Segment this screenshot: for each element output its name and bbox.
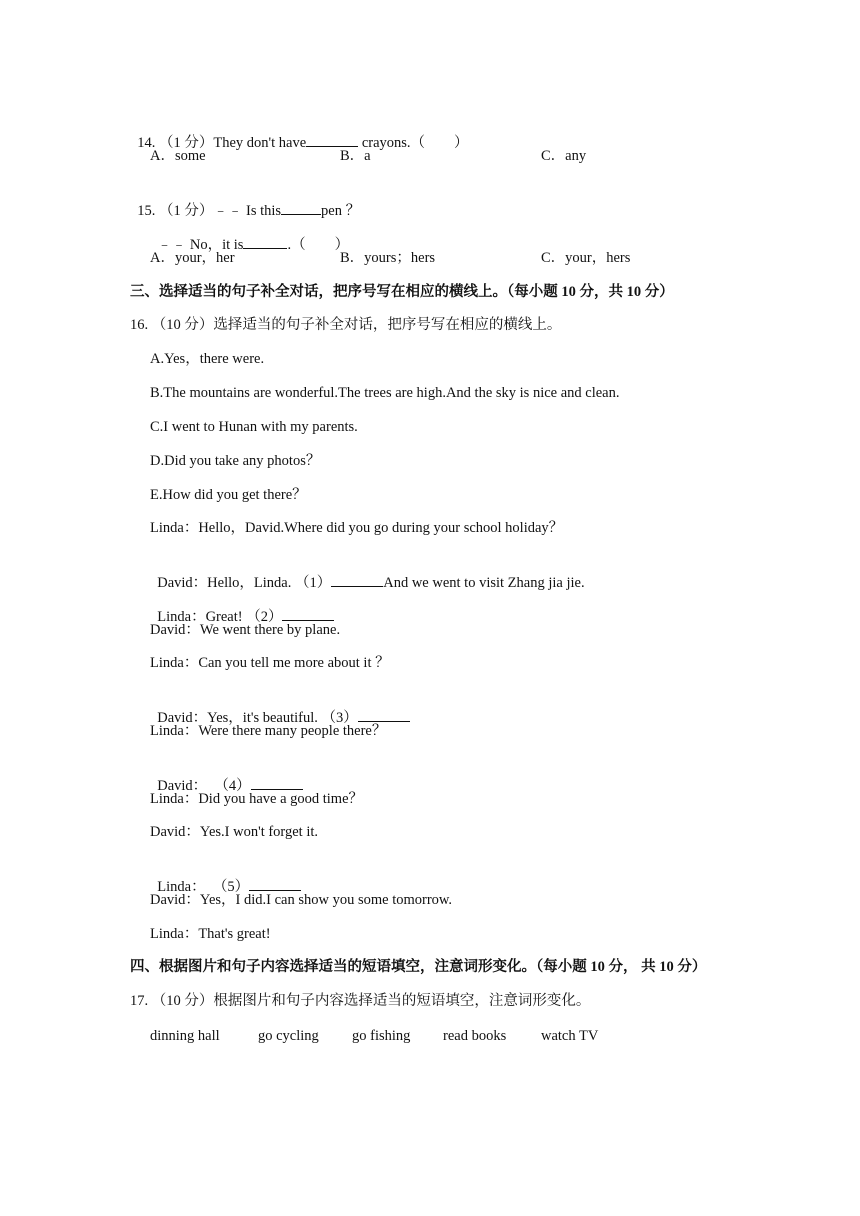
dialogue-line: David：Yes，I did.I can show you some tomorrow. (150, 892, 453, 908)
word-bank-item: go cycling (258, 1028, 319, 1044)
answer-blank-3[interactable] (358, 707, 410, 722)
q14-prefix: 14. （1 分）They don't have (137, 135, 307, 151)
dialogue-line: Linda：That's great! (150, 926, 271, 942)
dialogue-text: David：Yes，it's beautiful. （3） (157, 710, 358, 726)
dialogue-text: And we went to visit Zhang jia jie. (383, 575, 585, 591)
answer-blank[interactable] (243, 234, 287, 249)
answer-blank[interactable] (306, 132, 358, 147)
choice-a: A.Yes，there were. (150, 351, 265, 367)
q15-line2-prefix: ﹣﹣ No，it is (157, 237, 244, 253)
q15-line2-suffix: .（ ） (287, 237, 350, 253)
question-17-stem: 17. （10 分）根据图片和句子内容选择适当的短语填空，注意词形变化。 (130, 993, 591, 1009)
q14-suffix: crayons.（ ） (358, 135, 469, 151)
q14-option-c: C．any (541, 148, 587, 164)
dialogue-text: Linda：Great! （2） (157, 609, 283, 625)
dialogue-line: Linda：Did you have a good time？ (150, 791, 364, 807)
dialogue-line: David：Yes.I won't forget it. (150, 824, 319, 840)
question-16-stem: 16. （10 分）选择适当的句子补全对话，把序号写在相应的横线上。 (130, 317, 562, 333)
answer-blank-4[interactable] (251, 775, 303, 790)
q14-option-a: A．some (150, 148, 206, 164)
dialogue-text: David： （4） (157, 778, 251, 794)
q15-suffix: pen ？ (321, 203, 361, 219)
answer-blank-2[interactable] (282, 606, 334, 621)
choice-b: B.The mountains are wonderful.The trees are high.And the sky is nice and clean. (150, 385, 620, 401)
choice-e: E.How did you get there？ (150, 487, 307, 503)
dialogue-line: David：We went there by plane. (150, 622, 341, 638)
word-bank-item: go fishing (352, 1028, 411, 1044)
section-4-heading: 四、根据图片和句子内容选择适当的短语填空，注意词形变化。（每小题 10 分， 共 10 分） (130, 959, 707, 975)
choice-d: D.Did you take any photos？ (150, 453, 321, 469)
dialogue-text: David：Hello，Linda. （1） (157, 575, 332, 591)
section-3-heading: 三、选择适当的句子补全对话，把序号写在相应的横线上。（每小题 10 分，共 10 分） (130, 284, 674, 300)
word-bank-item: read books (443, 1028, 507, 1044)
answer-blank[interactable] (281, 200, 321, 215)
q15-option-a: A．your，her (150, 250, 235, 266)
dialogue-line: Linda：Were there many people there？ (150, 723, 387, 739)
q15-option-c: C．your，hers (541, 250, 631, 266)
answer-blank-1[interactable] (331, 572, 383, 587)
word-bank (0, 1028, 860, 1048)
q15-prefix: 15. （1 分）﹣﹣ Is this (137, 203, 282, 219)
dialogue-text: Linda： （5） (157, 879, 250, 895)
dialogue-line: Linda：Can you tell me more about it ？ (150, 655, 390, 671)
answer-blank-5[interactable] (249, 876, 301, 891)
q15-option-b: B．yours；hers (340, 250, 436, 266)
q14-option-b: B．a (340, 148, 371, 164)
word-bank-item: dinning hall (150, 1028, 220, 1044)
dialogue-line: Linda：Hello，David.Where did you go during your school holiday？ (150, 520, 564, 536)
choice-c: C.I went to Hunan with my parents. (150, 419, 358, 435)
word-bank-item: watch TV (541, 1028, 599, 1044)
